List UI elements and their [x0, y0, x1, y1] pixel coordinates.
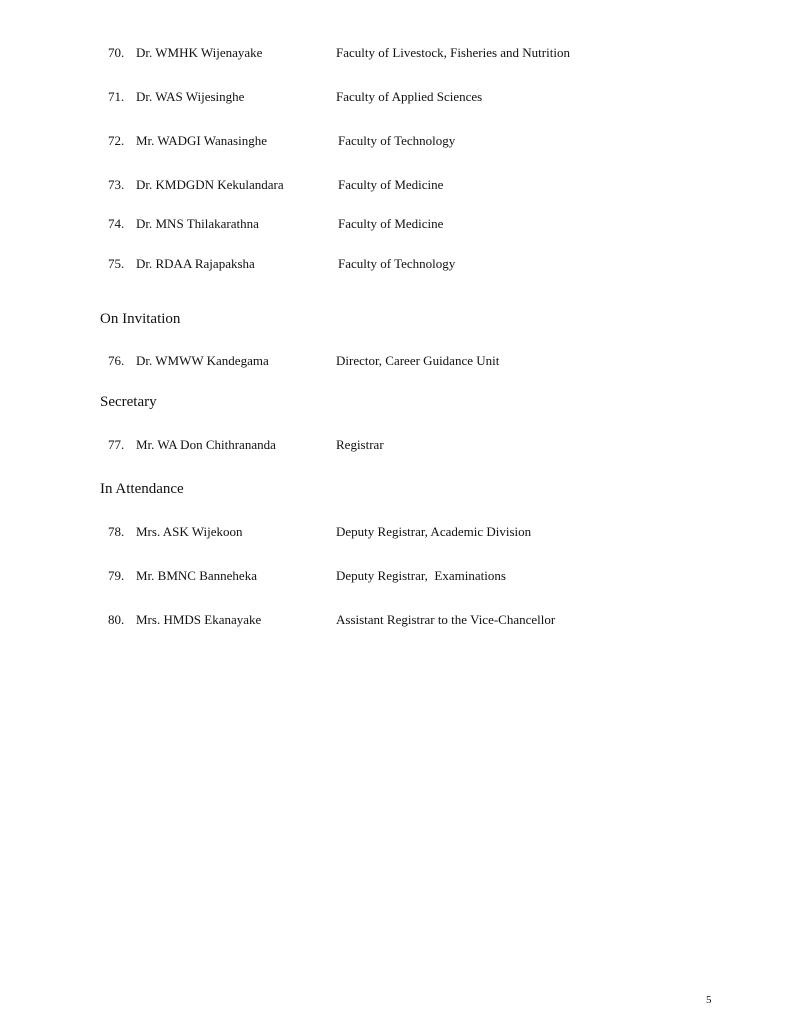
list-item	[0, 255, 791, 273]
section-heading-on-invitation: On Invitation	[100, 311, 181, 327]
item-number: 80.	[108, 612, 125, 627]
item-number: 79.	[108, 568, 125, 583]
item-number: 76.	[108, 353, 125, 368]
item-number: 73.	[108, 177, 125, 192]
list-item	[0, 611, 791, 629]
item-number: 71.	[108, 89, 125, 104]
item-number: 77.	[108, 437, 125, 452]
member-role: Deputy Registrar, Academic Division	[336, 524, 532, 539]
member-name: Dr. RDAA Rajapaksha	[136, 256, 255, 271]
list-item	[0, 215, 791, 233]
member-name: Dr. WMWW Kandegama	[136, 353, 269, 368]
list-item	[0, 176, 791, 194]
list-item	[0, 132, 791, 150]
member-name: Mr. BMNC Banneheka	[136, 568, 257, 583]
member-role: Faculty of Medicine	[338, 177, 444, 192]
member-role: Faculty of Medicine	[338, 216, 444, 231]
list-item	[0, 567, 791, 585]
member-name: Mr. WA Don Chithrananda	[136, 437, 276, 452]
member-name: Dr. WMHK Wijenayake	[136, 45, 263, 60]
member-name: Mrs. HMDS Ekanayake	[136, 612, 262, 627]
item-number: 78.	[108, 524, 125, 539]
list-item	[0, 88, 791, 106]
member-name: Dr. KMDGDN Kekulandara	[136, 177, 284, 192]
member-name: Mrs. ASK Wijekoon	[136, 524, 243, 539]
member-role: Faculty of Applied Sciences	[336, 89, 483, 104]
section-heading-in-attendance: In Attendance	[100, 481, 184, 497]
page-number: 5	[706, 994, 712, 1006]
item-number: 75.	[108, 256, 125, 271]
member-name: Mr. WADGI Wanasinghe	[136, 133, 267, 148]
member-role: Faculty of Livestock, Fisheries and Nutrition	[336, 45, 570, 60]
member-role: Registrar	[336, 437, 384, 452]
item-number: 72.	[108, 133, 125, 148]
member-role: Director, Career Guidance Unit	[336, 353, 500, 368]
member-role: Assistant Registrar to the Vice-Chancellor	[336, 612, 556, 627]
member-role: Faculty of Technology	[338, 133, 456, 148]
member-name: Dr. WAS Wijesinghe	[136, 89, 245, 104]
list-item	[0, 44, 791, 62]
member-name: Dr. MNS Thilakarathna	[136, 216, 259, 231]
list-item	[0, 436, 791, 454]
item-number: 70.	[108, 45, 125, 60]
list-item	[0, 352, 791, 370]
item-number: 74.	[108, 216, 125, 231]
member-role: Deputy Registrar, Examinations	[336, 568, 506, 583]
list-item	[0, 523, 791, 541]
member-role: Faculty of Technology	[338, 256, 456, 271]
section-heading-secretary: Secretary	[100, 394, 157, 410]
